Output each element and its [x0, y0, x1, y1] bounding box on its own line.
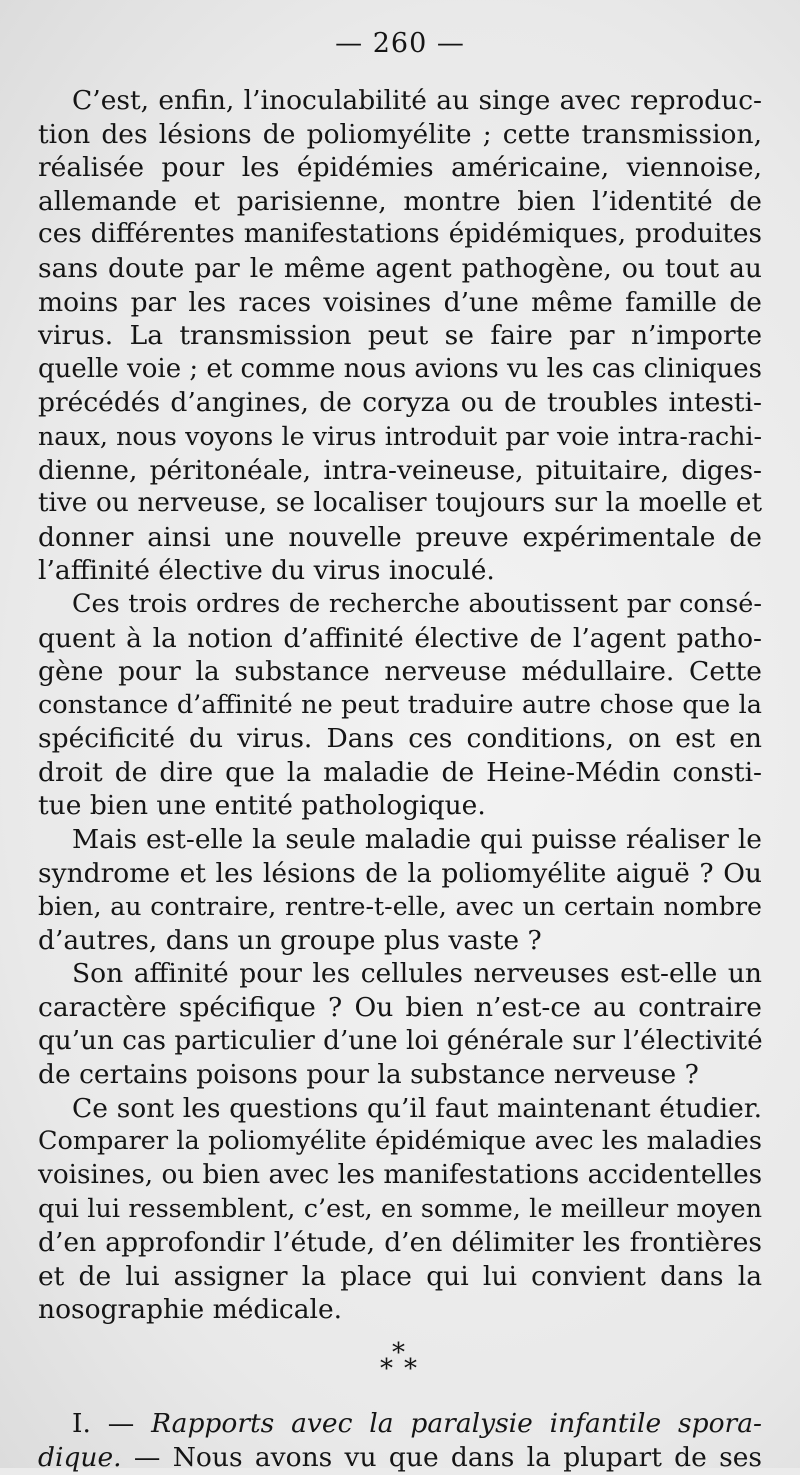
text-line: et de lui assigner la place qui lui convient dans la — [38, 1260, 762, 1292]
asterism-star-left: * — [380, 1353, 393, 1384]
section-title-part1: Rapports avec la paralysie infantile spora- — [151, 1407, 762, 1439]
text-line: dienne, péritonéale, intra-veineuse, pituitaire, diges- — [38, 454, 762, 486]
text-line: moins par les races voisines d’une même famille de — [38, 286, 762, 318]
text-line: tion des lésions de poliomyélite ; cette transmission, — [38, 118, 762, 150]
text-line: syndrome et les lésions de la poliomyélite aiguë ? Ou — [38, 857, 762, 889]
text-line: Ce sont les questions qu’il faut maintenant étudier. — [72, 1092, 762, 1124]
text-line: caractère spécifique ? Ou bien n’est-ce au contraire — [38, 992, 762, 1024]
paragraph — [38, 957, 762, 1091]
asterism-star-right: * — [404, 1353, 417, 1384]
text-line: de certains poisons pour la substance nerveuse ? — [38, 1059, 699, 1091]
paragraph — [38, 588, 762, 823]
section-text-continuation: Nous avons vu que dans la plupart de ses — [172, 1441, 763, 1473]
text-line: d’en approfondir l’étude, d’en délimiter les frontières — [38, 1227, 762, 1259]
text-line: droit de dire que la maladie de Heine-Médin consti- — [38, 756, 762, 788]
text-line: sans doute par le même agent pathogène, ou tout au — [38, 252, 762, 284]
text-line: Son affinité pour les cellules nerveuses est-elle un — [72, 958, 762, 990]
section-number: I. — — [72, 1407, 135, 1439]
text-line: Comparer la poliomyélite épidémique avec les maladies — [38, 1126, 762, 1157]
text-line: tue bien une entité pathologique. — [38, 790, 486, 822]
paragraph — [38, 84, 762, 588]
text-line: C’est, enfin, l’inoculabilité au singe avec reproduc- — [72, 85, 762, 116]
section-heading-line — [38, 1407, 762, 1441]
text-line: Mais est-elle la seule maladie qui puisse réaliser le — [72, 824, 762, 856]
paragraphs — [38, 84, 762, 1327]
text-line: d’autres, dans un groupe plus vaste ? — [38, 924, 542, 956]
section-title-part2: dique. — [38, 1441, 122, 1473]
text-line: donner ainsi une nouvelle preuve expérimentale de — [38, 521, 762, 553]
text-line: naux, nous voyons le virus introduit par voie intra-rachi- — [38, 421, 762, 451]
page-number: — 260 — — [335, 28, 465, 59]
text-line: l’affinité élective du virus inoculé. — [38, 555, 495, 587]
text-line: bien, au contraire, rentre-t-elle, avec un certain nombre — [38, 892, 762, 922]
text-line: quent à la notion d’affinité élective de l’agent patho- — [38, 622, 762, 654]
section-heading-line-2 — [38, 1441, 762, 1475]
text-line: constance d’affinité ne peut traduire autre chose que la — [38, 689, 762, 720]
paragraph — [38, 823, 762, 957]
text-line: allemande et parisienne, montre bien l’identité de — [38, 185, 762, 217]
section-dash: — — [133, 1441, 161, 1473]
text-line: spécificité du virus. Dans ces conditions, on est en — [38, 723, 762, 755]
asterism — [380, 1337, 420, 1384]
text-line: gène pour la substance nerveuse médullaire. Cette — [38, 656, 762, 688]
asterism-star-top: * — [392, 1337, 405, 1368]
section-separator — [38, 1327, 762, 1407]
text-line: précédés d’angines, de coryza ou de troubles intesti- — [38, 387, 762, 419]
text-line: voisines, ou bien avec les manifestations accidentelles — [38, 1160, 763, 1190]
paragraph — [38, 1092, 762, 1327]
text-line: quelle voie ; et comme nous avions vu les cas cliniques — [38, 353, 762, 384]
text-line: ces différentes manifestations épidémiques, produites — [38, 219, 762, 250]
text-line: Ces trois ordres de recherche aboutissent par consé- — [72, 588, 762, 619]
text-line: virus. La transmission peut se faire par n’importe — [38, 320, 762, 352]
body-text — [38, 84, 762, 1475]
text-line: réalisée pour les épidémies américaine, viennoise, — [38, 152, 762, 184]
text-line: qui lui ressemblent, c’est, en somme, le meilleur moyen — [38, 1193, 762, 1224]
text-line: qu’un cas particulier d’une loi générale sur l’électivité — [38, 1025, 763, 1056]
text-line: nosographie médicale. — [38, 1294, 343, 1326]
text-line: tive ou nerveuse, se localiser toujours sur la moelle et — [38, 488, 762, 519]
